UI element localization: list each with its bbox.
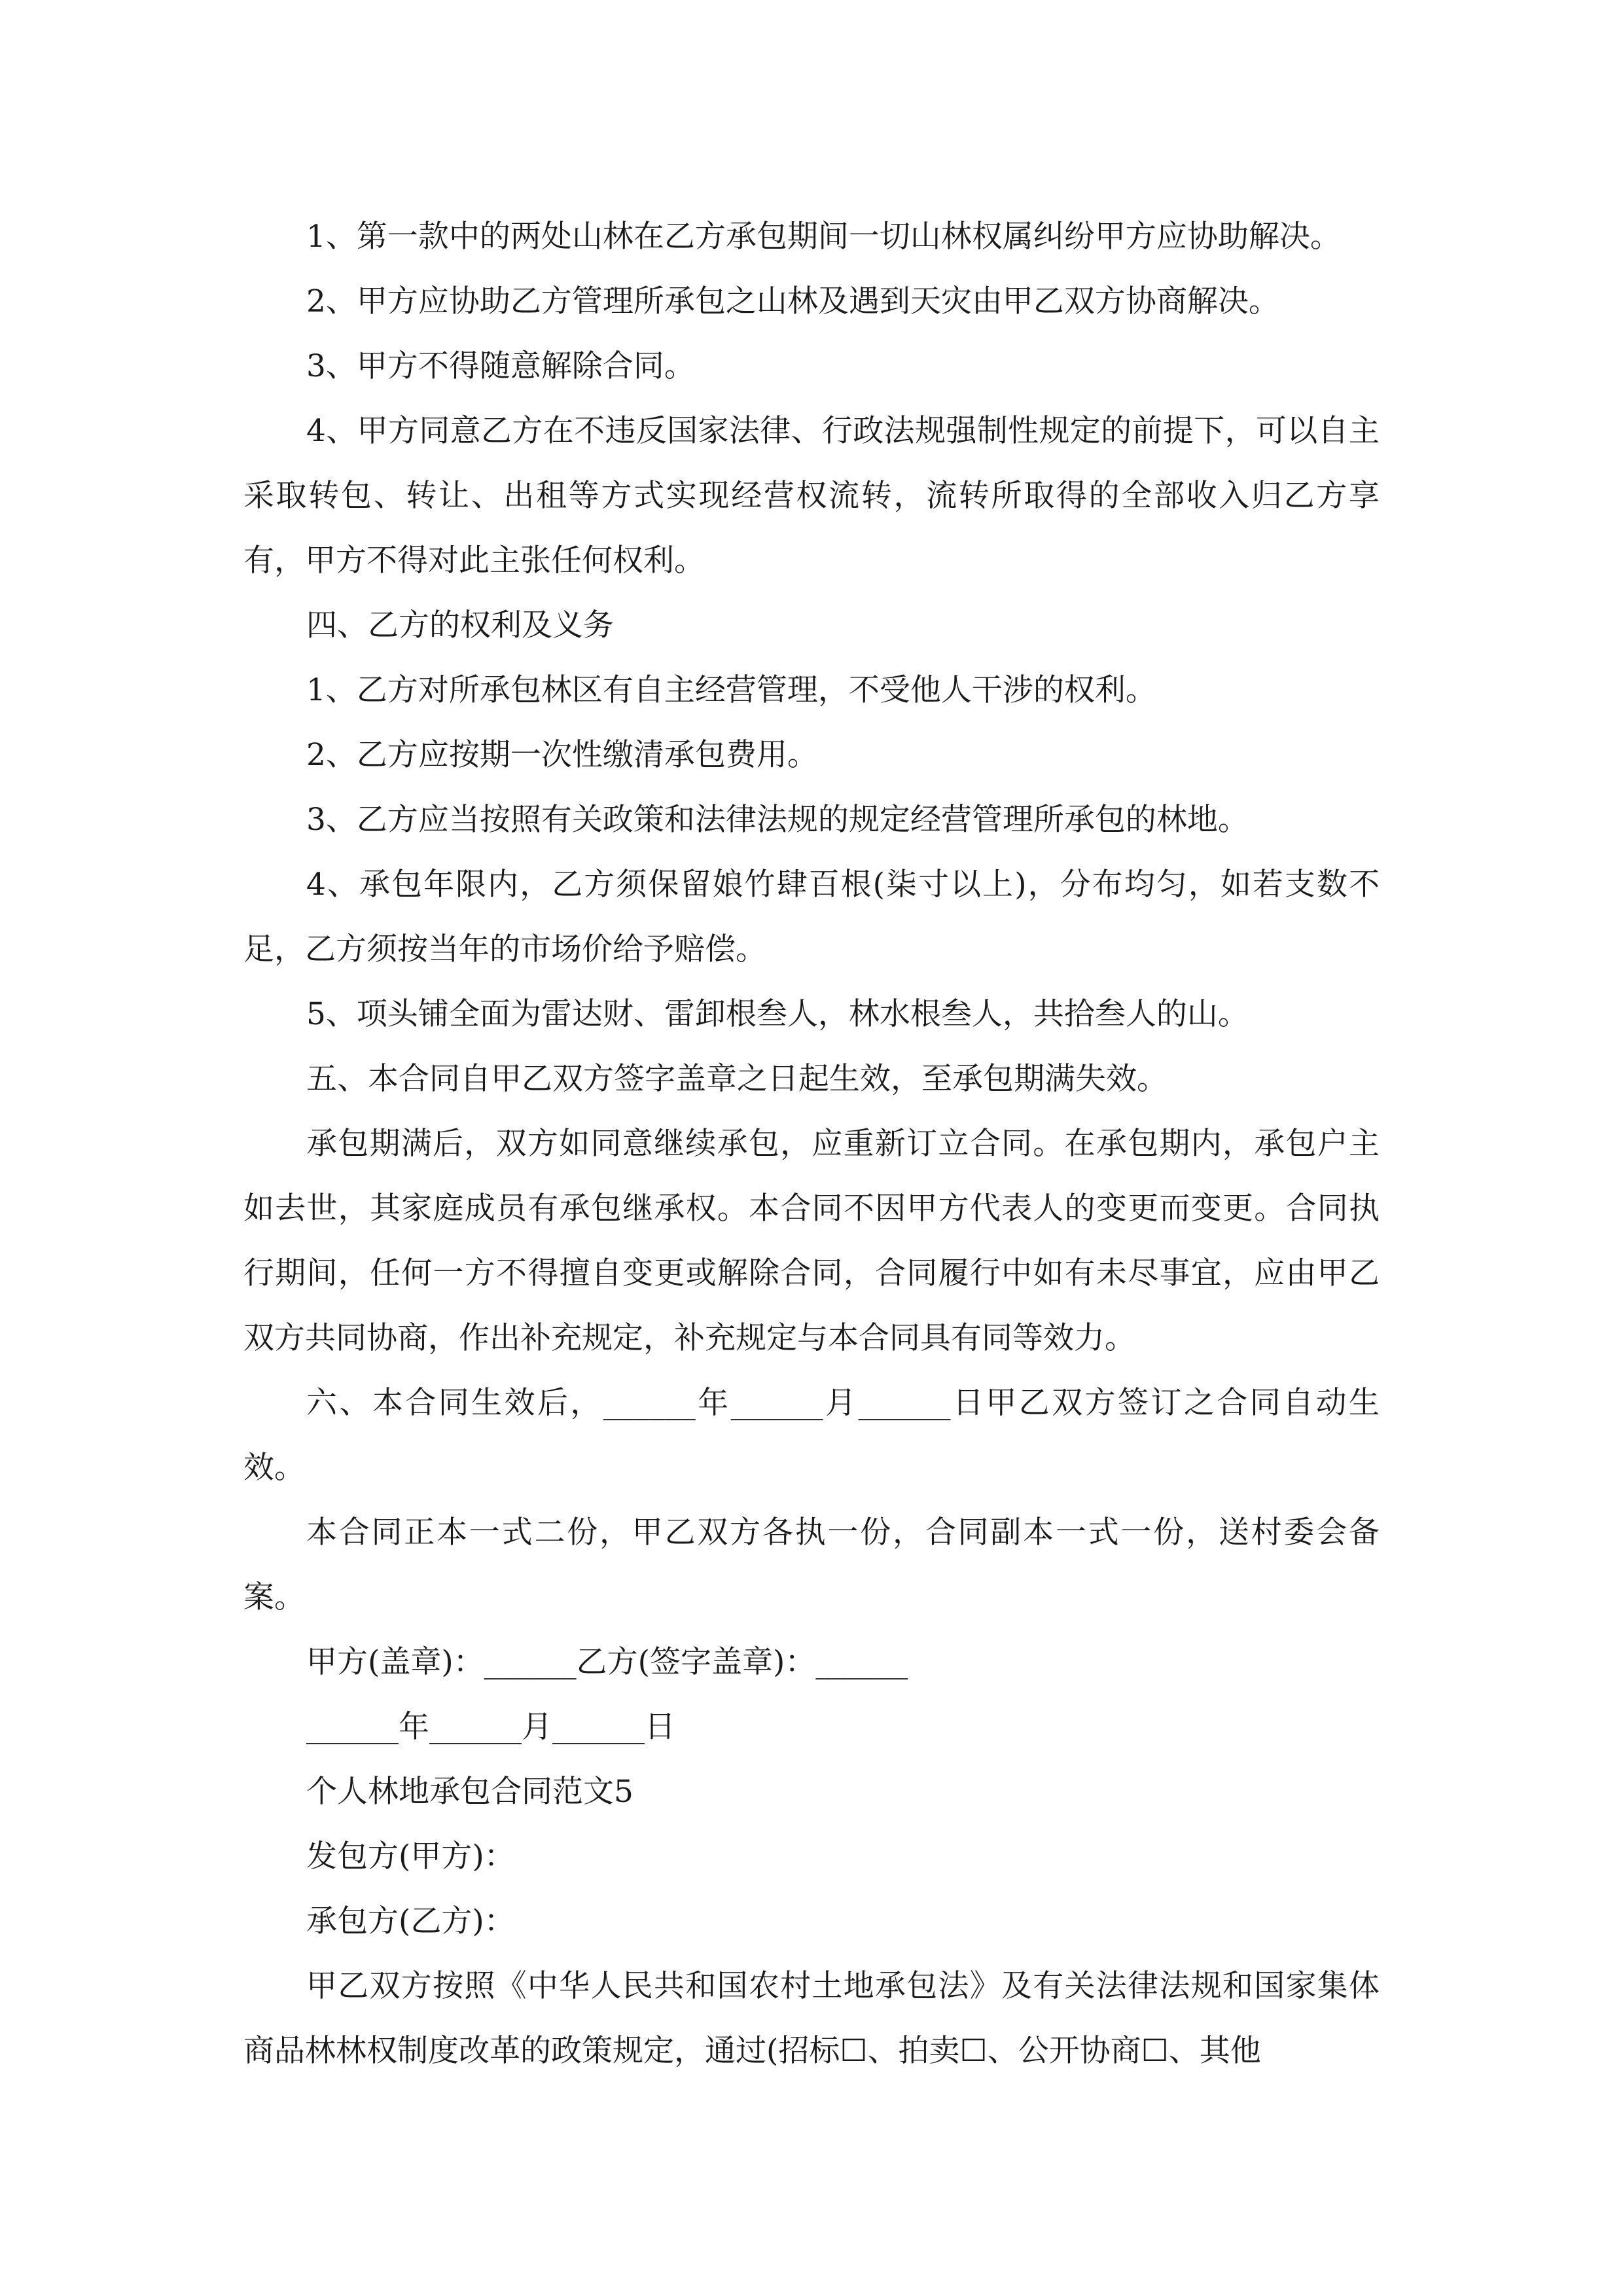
paragraph-clause-3-no-termination: 3、甲方不得随意解除合同。	[306, 348, 695, 384]
party-b-line: 承包方(乙方)：	[306, 1903, 515, 1939]
paragraph-b-clause-4: 4、承包年限内，乙方须保留娘竹肆百根(柒寸以上)，分布均匀，如若支数不足，乙方须按当年的市场价给予赔偿。	[243, 867, 1380, 967]
section-heading-effective: 五、本合同自甲乙双方签字盖章之日起生效，至承包期满失效。	[306, 1061, 1168, 1097]
paragraph-renewal: 承包期满后，双方如同意继续承包，应重新订立合同。在承包期内，承包户主如去世，其家庭成员有承包继承权。本合同不因甲方代表人的变更而变更。合同执行期间，任何一方不得擅自变更或解除合同，合同履行中如有未尽事宜，应由甲乙双方共同协商，作出补充规定，补充规定与本合同具有同等效力。	[243, 1126, 1380, 1356]
paragraph-b-clause-3: 3、乙方应当按照有关政策和法律法规的规定经营管理所承包的林地。	[306, 802, 1249, 838]
paragraph-clause-4-transfer: 4、甲方同意乙方在不违反国家法律、行政法规强制性规定的前提下，可以自主采取转包、转让、出租等方式实现经营权流转，流转所取得的全部收入归乙方享有，甲方不得对此主张任何权利。	[243, 413, 1380, 579]
paragraph-b-clause-1: 1、乙方对所承包林区有自主经营管理，不受他人干涉的权利。	[306, 672, 1156, 708]
section-heading-six: 六、本合同生效后，______年______月______日甲乙双方签订之合同自动生效。	[243, 1385, 1380, 1486]
paragraph-b-clause-2: 2、乙方应按期一次性缴清承包费用。	[306, 737, 818, 773]
paragraph-copies: 本合同正本一式二份，甲乙双方各执一份，合同副本一式一份，送村委会备案。	[243, 1515, 1380, 1615]
paragraph-b-clause-5: 5、项头铺全面为雷达财、雷卸根叁人，林水根叁人，共拾叁人的山。	[306, 996, 1249, 1032]
paragraph-clause-2-assist: 2、甲方应协助乙方管理所承包之山林及遇到天灾由甲乙双方协商解决。	[306, 283, 1279, 319]
paragraph-clause-1-dispute: 1、第一款中的两处山林在乙方承包期间一切山林权属纠纷甲方应协助解决。	[306, 219, 1341, 255]
contract-title-5: 个人林地承包合同范文5	[306, 1774, 633, 1810]
date-line: ______年______月______日	[306, 1709, 675, 1745]
document-body	[243, 204, 1380, 2083]
paragraph-legal-basis: 甲乙双方按照《中华人民共和国农村土地承包法》及有关法律法规和国家集体商品林林权制度改革的政策规定，通过(招标☐、拍卖☐、公开协商☐、其他	[243, 1968, 1380, 2069]
section-heading-party-b-rights: 四、乙方的权利及义务	[306, 607, 614, 643]
party-a-line: 发包方(甲方)：	[306, 1839, 515, 1874]
signature-line: 甲方(盖章)：______乙方(签字盖章)：______	[306, 1644, 908, 1680]
